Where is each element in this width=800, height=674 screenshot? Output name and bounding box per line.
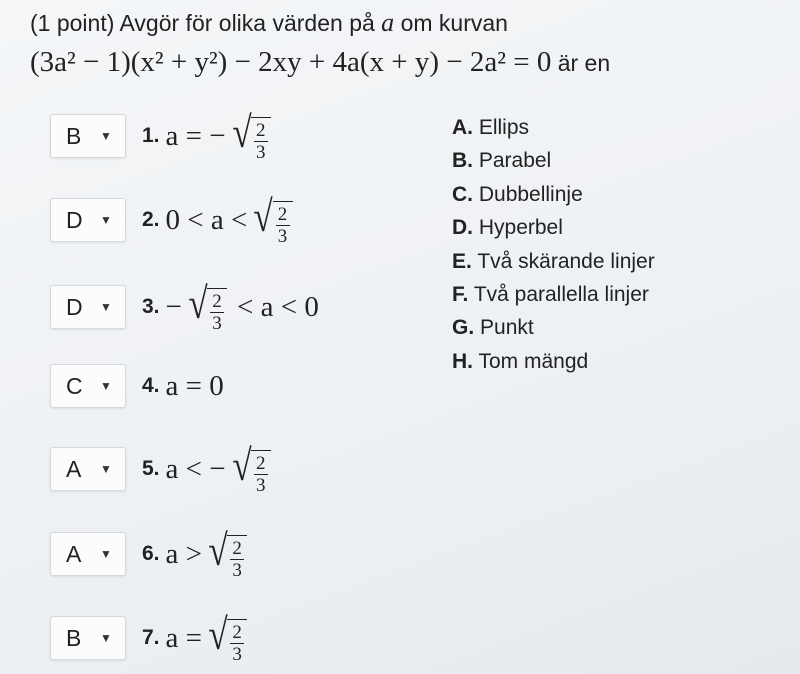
- condition-expression: [165, 440, 271, 496]
- condition-expression: [165, 191, 293, 247]
- sqrt-fraction: [206, 609, 247, 665]
- question-intro: [30, 8, 790, 38]
- frac-numerator: 2: [232, 537, 242, 559]
- caret-down-icon: ▼: [100, 129, 112, 143]
- sqrt-sign-icon: √: [188, 278, 208, 328]
- dropdown-value: D: [66, 206, 83, 233]
- dropdown-value: B: [66, 122, 82, 149]
- question-label-5: [142, 440, 271, 496]
- equation-trailing-text: är en: [557, 50, 611, 76]
- item-number: 6.: [142, 542, 160, 565]
- item-number: 2.: [142, 208, 160, 231]
- dropdown-value: B: [66, 624, 82, 651]
- item-number: 5.: [142, 457, 160, 480]
- sqrt-fraction: [230, 107, 271, 163]
- sqrt-sign-icon: √: [208, 609, 228, 659]
- dropdown-value: C: [66, 372, 83, 399]
- question-row-2: [50, 191, 293, 247]
- condition-expression: [165, 525, 248, 581]
- question-text-cont: om kurvan: [400, 10, 508, 36]
- equation-line: [30, 40, 790, 85]
- frac-denominator: 3: [232, 559, 242, 581]
- dropdown-value: A: [66, 455, 82, 482]
- sqrt-sign-icon: √: [232, 107, 252, 157]
- condition-expression: [165, 107, 271, 163]
- expr-text: a =: [165, 621, 202, 654]
- option-d: D. Hyperbel: [452, 216, 563, 239]
- answer-dropdown-7[interactable]: [50, 616, 126, 660]
- question-label-3: [142, 278, 319, 334]
- question-row-7: [50, 609, 247, 665]
- item-number: 4.: [142, 374, 160, 397]
- condition-expression: [166, 370, 224, 403]
- frac-denominator: 3: [212, 312, 222, 334]
- frac-numerator: 2: [256, 452, 266, 474]
- caret-down-icon: ▼: [100, 631, 112, 645]
- expr-text: a = −: [165, 119, 226, 152]
- question-label-4: [142, 370, 224, 403]
- expr-text: a = 0: [165, 369, 224, 402]
- question-label-1: [142, 107, 271, 163]
- option-b: B. Parabel: [452, 149, 552, 172]
- frac-denominator: 3: [256, 474, 266, 496]
- question-row-5: [50, 440, 271, 496]
- sqrt-sign-icon: √: [232, 440, 252, 490]
- condition-expression: [165, 609, 248, 665]
- question-label-2: [142, 191, 293, 247]
- sqrt-fraction: [206, 525, 247, 581]
- frac-numerator: 2: [212, 290, 222, 312]
- condition-expression: [165, 278, 319, 334]
- expr-text: −: [165, 290, 182, 323]
- option-h: H. Tom mängd: [452, 350, 589, 373]
- answer-dropdown-3[interactable]: [50, 285, 126, 329]
- expr-suffix: < a < 0: [237, 290, 319, 323]
- question-text: (1 point) Avgör för olika värden på: [30, 10, 375, 36]
- item-number: 7.: [142, 626, 160, 649]
- answer-dropdown-6[interactable]: [50, 532, 126, 576]
- question-row-4: [50, 362, 224, 410]
- answer-dropdown-2[interactable]: [50, 198, 126, 242]
- option-e: E. Två skärande linjer: [452, 250, 655, 273]
- frac-numerator: 2: [277, 203, 288, 225]
- sqrt-sign-icon: √: [208, 525, 228, 575]
- caret-down-icon: ▼: [100, 379, 112, 393]
- option-g: G. Punkt: [452, 316, 534, 339]
- answer-dropdown-1[interactable]: [50, 114, 126, 158]
- curve-equation: (3a² − 1)(x² + y²) − 2xy + 4a(x + y) − 2a² = 0: [30, 46, 552, 78]
- sqrt-fraction: [230, 440, 271, 496]
- question-header: [30, 8, 790, 85]
- item-number: 3.: [142, 295, 160, 318]
- caret-down-icon: ▼: [100, 462, 112, 476]
- dropdown-value: D: [66, 293, 83, 320]
- frac-numerator: 2: [232, 621, 242, 643]
- dropdown-value: A: [66, 540, 82, 567]
- question-row-3: [50, 278, 319, 334]
- expr-text: a >: [165, 537, 202, 570]
- question-row-1: [50, 107, 271, 163]
- expr-text: a < −: [165, 452, 226, 485]
- caret-down-icon: ▼: [100, 300, 112, 314]
- option-a: A. Ellips: [452, 116, 530, 139]
- frac-denominator: 3: [277, 225, 288, 247]
- question-label-6: [142, 525, 247, 581]
- sqrt-sign-icon: √: [253, 191, 274, 241]
- caret-down-icon: ▼: [100, 547, 112, 561]
- expr-text: 0 < a <: [165, 203, 248, 236]
- answer-dropdown-4[interactable]: [50, 364, 126, 408]
- sqrt-fraction: [186, 278, 227, 334]
- item-number: 1.: [142, 124, 160, 147]
- frac-denominator: 3: [232, 643, 242, 665]
- frac-denominator: 3: [256, 141, 266, 163]
- question-label-7: [142, 609, 247, 665]
- option-f: F. Två parallella linjer: [452, 283, 649, 306]
- variable-a: a: [381, 8, 395, 37]
- option-c: C. Dubbellinje: [452, 183, 583, 206]
- sqrt-fraction: [251, 191, 292, 247]
- answer-dropdown-5[interactable]: [50, 447, 126, 491]
- caret-down-icon: ▼: [100, 213, 112, 227]
- frac-numerator: 2: [256, 119, 266, 141]
- question-row-6: [50, 525, 247, 581]
